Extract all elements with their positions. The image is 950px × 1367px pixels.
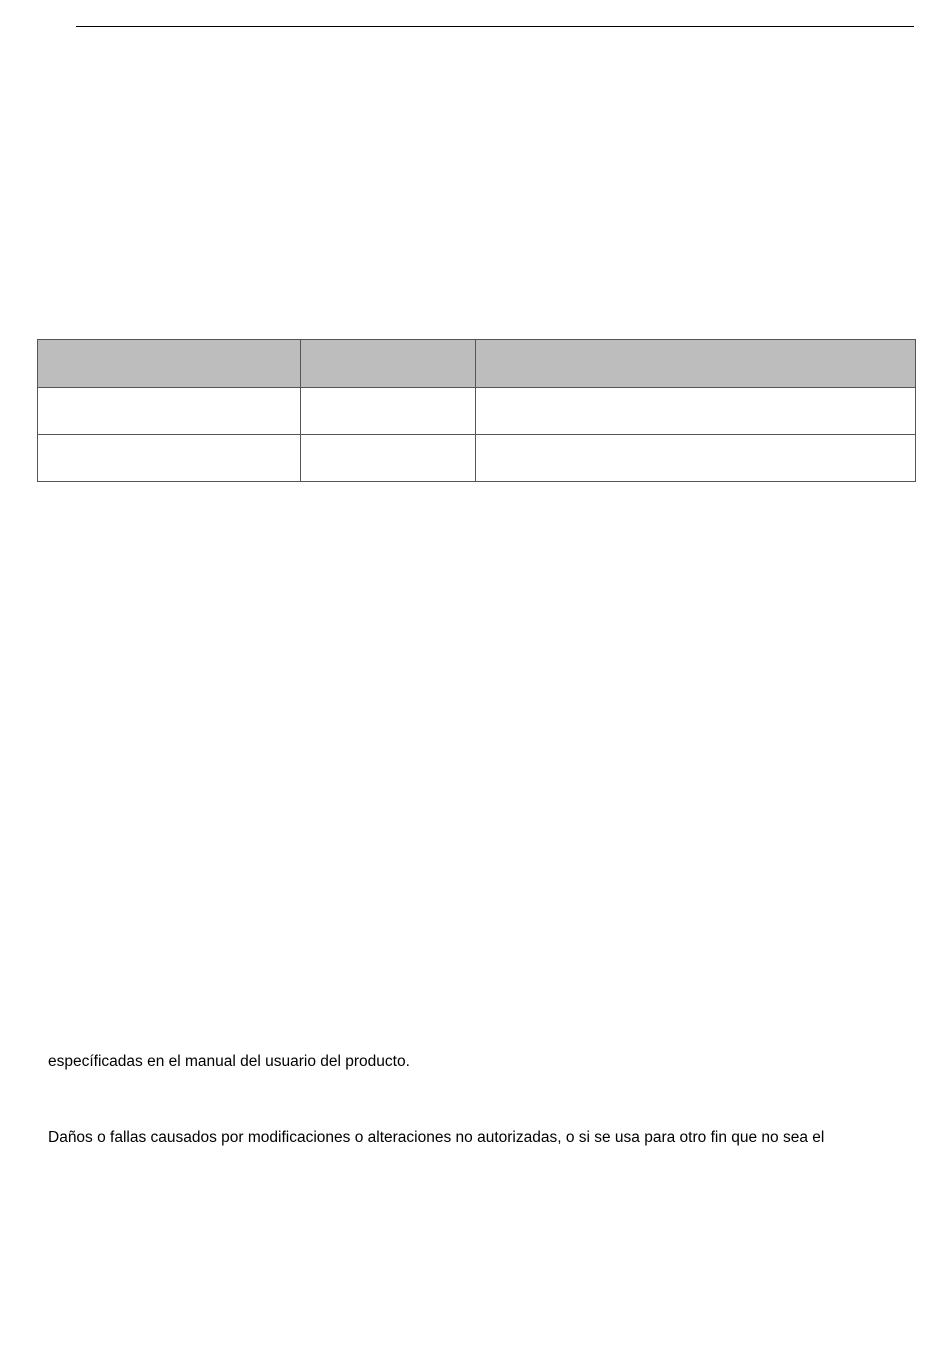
table-cell xyxy=(301,435,476,482)
spec-table-container xyxy=(37,339,915,482)
spec-table xyxy=(37,339,916,482)
header-rule xyxy=(76,26,914,27)
table-cell xyxy=(301,388,476,435)
table-header-cell xyxy=(301,340,476,388)
table-cell xyxy=(476,388,916,435)
body-paragraph: Daños o fallas causados por modificaciones o alteraciones no autorizadas, o si se usa para otro fin que no sea el xyxy=(48,1129,825,1146)
table-header-row xyxy=(38,340,916,388)
table-row xyxy=(38,388,916,435)
table-cell xyxy=(476,435,916,482)
table-row xyxy=(38,435,916,482)
body-paragraph: específicadas en el manual del usuario del producto. xyxy=(48,1053,410,1070)
table-header-cell xyxy=(476,340,916,388)
table-cell xyxy=(38,435,301,482)
table-cell xyxy=(38,388,301,435)
table-header-cell xyxy=(38,340,301,388)
